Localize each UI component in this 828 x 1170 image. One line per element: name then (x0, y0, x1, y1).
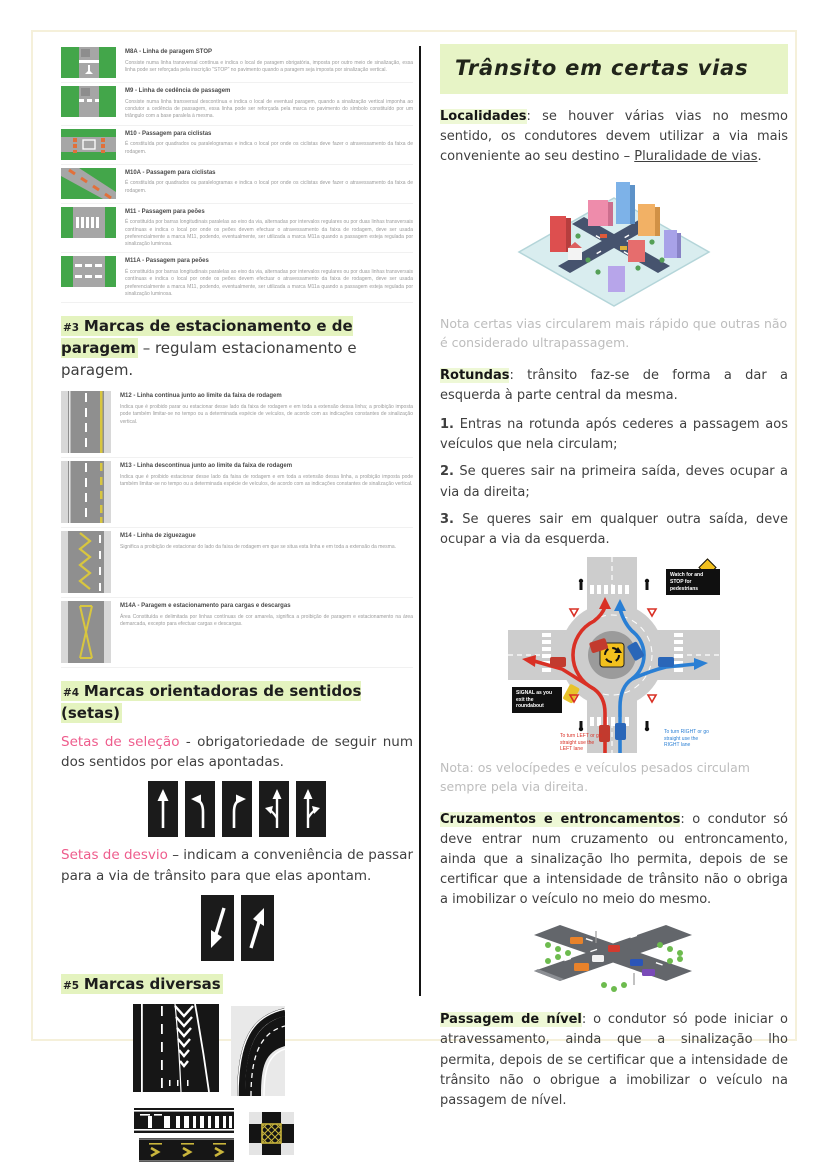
marking-text (120, 531, 396, 551)
marking-row-m11 (61, 204, 413, 254)
deviation-arrow-tiles (61, 895, 413, 961)
marcas-diversas-figures (61, 1004, 413, 1170)
marking-title: M10A - Passagem para ciclistas (125, 169, 216, 176)
marking-desc: Indica que é proibido estacionar desse lado da faixa de rodagem e em toda a extensão dessa linha, a proibição imposta pode também limitar-se no tempo ou a determinada espécie de veículos, de acordo com as indicações constantes de sinalização vertical. (120, 474, 413, 488)
yield-line-thumbnail-icon (61, 86, 116, 117)
left-column (61, 44, 413, 1170)
roundabout-signal-label: SIGNAL as you exit the roundabout (512, 687, 562, 713)
arrow-straight-icon (148, 781, 178, 837)
marking-desc: Consiste numa linha transversal contínua e indica o local de paragem obrigatória, imposta por outro meio de sinalização, essa linha pode ser reforçada pela inscrição "STOP" no pavimento quando a paragem seja imposta por sinalização vertical. (125, 59, 413, 74)
marking-row-m11a (61, 253, 413, 303)
heading-number: #3 (63, 322, 80, 335)
cruzamentos-text: : o condutor só deve entrar num cruzamento ou entroncamento, ainda que a sinalização lho permita, depois de se certificar que a intensidade de trânsito não o obriga a imobilizar o veículo no meio do mesmo. (440, 811, 788, 908)
rotundas-rule-1: 1. Entras na rotunda após cederes a passagem aos veículos que nela circulam; (440, 417, 788, 453)
passagem-nivel-text: : o condutor só pode iniciar o atravessamento, ainda que a sinalização lho permita, depois de se certificar que a intensidade de trânsito não o obrigue a imobilizar o veículo na passagem de nível. (440, 1012, 788, 1108)
marking-desc: É constituída por quadrados ou paralelogramas e indica o local por onde os ciclistas deve fazer o atravessamento da faixa de rodagem. (125, 180, 413, 194)
marking-title: M12 - Linha contínua junto ao limite da faixa de rodagem (120, 393, 282, 400)
heading-title: Marcas de estacionamento e de paragem (61, 317, 353, 357)
section-heading-5 (61, 974, 413, 996)
marking-desc: Significa a proibição de estacionar do lado da faixa de rodagem em que se situa esta linha e em toda a extensão da mesma. (120, 544, 397, 551)
paragraph-passagem-nivel (440, 1010, 788, 1111)
keyword-passagem-nivel: Passagem de nível (440, 1012, 582, 1028)
marking-row-m8a (61, 44, 413, 83)
paragraph-setas-desvio (61, 845, 413, 886)
heading-title: Marcas orientadoras de sentidos (setas) (61, 682, 362, 723)
yellow-chevron-bar-image (139, 1138, 234, 1162)
heading-rest: – regulam estacionamento e paragem. (61, 338, 357, 379)
pedestrian-crossing-thumbnail-icon (61, 207, 116, 238)
localidades-text: : se houver várias vias no mesmo sentido, os condutores devem utilizar a via mais conveniente ao seu destino – (440, 109, 788, 165)
arrow-turn-left-icon (185, 781, 215, 837)
marking-text (120, 391, 413, 426)
marking-row-m9 (61, 83, 413, 126)
marking-text (120, 601, 413, 628)
marking-text (125, 168, 413, 195)
setas-selecao-text: - obrigatoriedade de seguir num dos sentidos por elas apontadas. (61, 733, 413, 771)
column-divider (419, 46, 421, 996)
heading-number: #4 (63, 687, 80, 700)
marking-desc: Indica que é proibido parar ou estacionar desse lado da faixa de rodagem e em toda a extensão dessa linha; a proibição imposta pode também limitar-se no tempo ou a determinada espécie de veículos, de acordo com as indicações constantes de sinalização vertical. (120, 404, 413, 425)
heading-number: #5 (63, 979, 80, 992)
zigzag-line-thumbnail-icon (61, 531, 111, 593)
marking-row-m10 (61, 126, 413, 165)
setas-desvio-text: – indicam a conveniência de passar para a via de trânsito para que elas apontam. (61, 847, 414, 884)
marking-title: M8A - Linha de paragem STOP (125, 49, 213, 55)
marking-row-m12 (61, 388, 413, 458)
keyword-rotundas: Rotundas (440, 367, 510, 383)
rotundas-rule-3: 3. Se queres sair em qualquer outra saída, deve ocupar a via da esquerda. (440, 511, 788, 547)
intersection-illustration (440, 919, 788, 1003)
marking-title: M14A - Paragem e estacionamento para cargas e descargas (120, 603, 291, 610)
cyclist-crossing-diagonal-thumbnail-icon (61, 168, 116, 199)
roundabout-right-caption: To turn RIGHT or go straight use the RIGHT lane (664, 728, 709, 749)
stop-line-thumbnail-icon (61, 47, 116, 78)
paragraph-localidades (440, 107, 788, 167)
marking-desc: Consiste numa linha transversal descontínua e indica o local de eventual paragem, quando a sinalização vertical imponha ao condutor a cedência de passagem, essa linha pode ser reforçada pela marca no pavimento do símbolo constituído por um triângulo com a base paralela à mesma. (125, 98, 413, 120)
marking-row-m14 (61, 528, 413, 598)
rotundas-text: : trânsito faz-se de forma a dar a esquerda à parte central da mesma. (440, 367, 788, 404)
marking-desc: Área Constituída e delimitada por linhas contínuas de cor amarela, significa a proibição de paragem e estacionamento na área demarcada, excepto para efectuar cargas e descargas. (120, 614, 413, 628)
page-sheet (31, 30, 797, 1108)
note-ultrapassagem: Nota certas vias circularem mais rápido que outras não é considerado ultrapassagem. (440, 316, 788, 351)
marking-title: M14 - Linha de ziguezague (120, 533, 196, 540)
solid-edge-line-thumbnail-icon (61, 391, 111, 453)
curved-road-image (231, 1006, 285, 1096)
marking-text (125, 47, 413, 74)
marking-row-m13 (61, 458, 413, 528)
selection-arrow-tiles (61, 781, 413, 837)
marking-text (120, 461, 413, 488)
localidades-end: . (757, 149, 762, 165)
arrow-deviation-right-icon (241, 895, 274, 961)
setas-selecao-label: Setas de seleção (61, 733, 180, 750)
cyclist-crossing-thumbnail-icon (61, 129, 116, 160)
paragraph-rotundas (440, 366, 788, 406)
marking-row-m14a (61, 598, 413, 668)
section-heading-4 (61, 681, 413, 725)
keyword-localidades: Localidades (440, 109, 527, 124)
marking-desc: É constituída por quadrados ou paralelogramas e indica o local por onde os ciclistas deve fazer o atravessamento da faixa de rodagem. (125, 141, 413, 155)
marking-row-m10a (61, 165, 413, 204)
arrow-straight-or-right-icon (296, 781, 326, 837)
rotundas-rule-2: 2. Se queres sair na primeira saída, deves ocupar a via da direita; (440, 464, 788, 500)
yellow-box-junction-image (249, 1112, 294, 1155)
continuity-bar-marking-image (134, 1108, 234, 1133)
dashed-edge-line-thumbnail-icon (61, 461, 111, 523)
chevron-divergence-road-image (133, 1004, 219, 1092)
marking-text (125, 256, 413, 298)
arrow-deviation-left-icon (201, 895, 234, 961)
marking-desc: É constituída por barras longitudinais paralelas ao eixo da via, alternadas por intervalos regulares ou por duas linhas transversais contínuas e indica o local por onde os peões devem efectuar o atravessamento da faixa de rodagem, deve ser usada preferencialmente a marca M11, podendo, eventualmente, ser utilizada a marca M11a quando a passagem esteja regulada por sinalização luminosa. (125, 269, 413, 297)
paragraph-cruzamentos (440, 810, 788, 911)
city-illustration (440, 176, 788, 308)
marking-desc: É constituída por barras longitudinais paralelas ao eixo da via, alternadas por intervalos regulares ou por duas linhas transversais contínuas e indica o local por onde os peões devem efectuar o atravessamento da faixa de rodagem, deve ser usada preferencialmente a marca M11, podendo, eventualmente, ser utilizada a marca M11a quando a passagem esteja regulada por sinalização luminosa. (125, 219, 413, 248)
marking-text (125, 207, 413, 249)
note-velocipedes: Nota: os velocípedes e veículos pesados circulam sempre pela via direita. (440, 760, 750, 794)
roundabout-stop-label: Watch for and STOP for pedestrians (666, 569, 720, 595)
paragraph-setas-selecao (61, 732, 413, 773)
marking-text (125, 86, 413, 121)
roundabout-diagram (508, 557, 720, 753)
arrow-straight-or-left-icon (259, 781, 289, 837)
arrow-turn-right-icon (222, 781, 252, 837)
setas-desvio-label: Setas de desvio (61, 847, 168, 864)
marking-title: M11 - Passagem para peões (125, 208, 205, 215)
pedestrian-crossing-dashed-thumbnail-icon (61, 256, 116, 287)
roundabout-left-caption: To turn LEFT or go straight use the LEFT lane (560, 732, 602, 753)
heading-title: Marcas diversas (83, 974, 221, 993)
marking-title: M11A - Passagem para peões (125, 258, 209, 265)
marking-text (125, 129, 413, 156)
marking-title: M13 - Linha descontínua junto ao limite da faixa de rodagem (120, 463, 293, 470)
loading-zone-thumbnail-icon (61, 601, 111, 663)
page-title-block (440, 44, 788, 94)
keyword-cruzamentos: Cruzamentos e entroncamentos (440, 811, 681, 827)
right-column (440, 44, 788, 1120)
section-heading-3 (61, 316, 413, 381)
marking-title: M9 - Linha de cedência de passagem (125, 88, 231, 94)
localidades-underlined: Pluralidade de vias (634, 149, 758, 165)
page-title: Trânsito em certas vias (455, 56, 749, 80)
marking-title: M10 - Passagem para ciclistas (125, 130, 212, 137)
